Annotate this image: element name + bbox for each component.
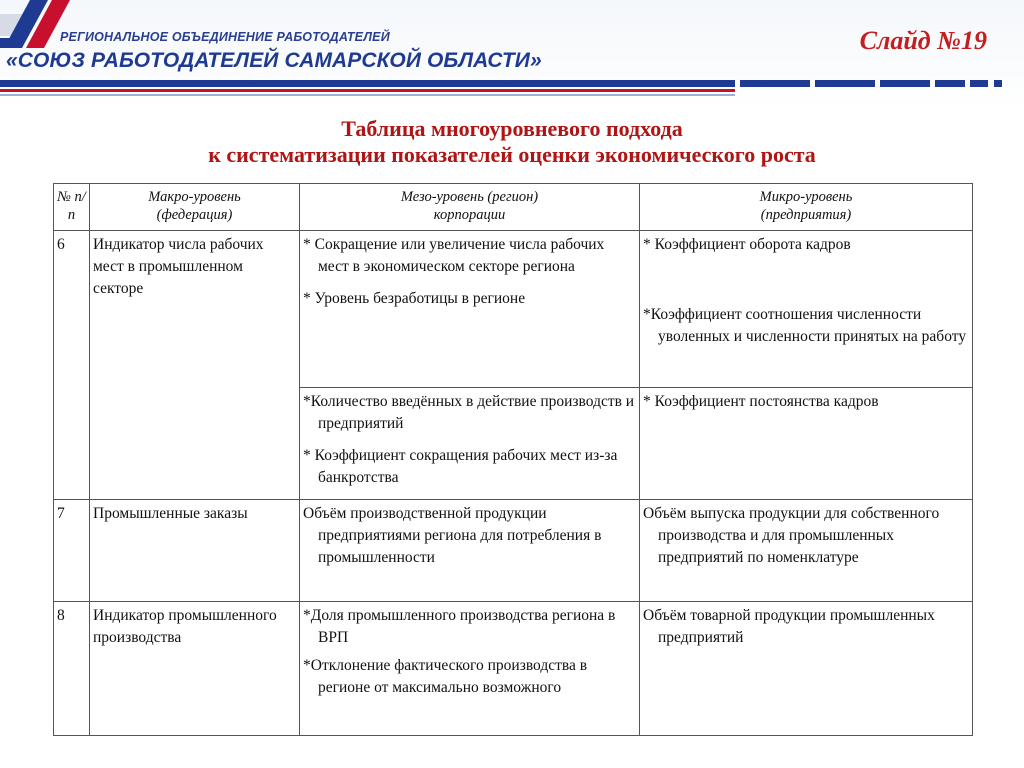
- row-macro: Промышленные заказы: [90, 500, 300, 602]
- header-num: № п/п: [54, 184, 90, 231]
- header-macro-line1: Макро-уровень: [148, 189, 241, 205]
- page-title: [0, 116, 1024, 168]
- table-row: [54, 231, 973, 388]
- header-meso-line1: Мезо-уровень (регион): [400, 189, 539, 205]
- meso-item: * Сокращение или увеличение числа рабочих мест в экономическом секторе региона: [303, 236, 605, 275]
- header-micro: [640, 184, 973, 231]
- header-macro-line2: (федерация): [156, 207, 233, 223]
- row-meso: [300, 388, 640, 500]
- meso-item: Объём производственной продукции предприятиями региона для потребления в промышленности: [303, 505, 602, 566]
- org-name: «СОЮЗ РАБОТОДАТЕЛЕЙ САМАРСКОЙ ОБЛАСТИ»: [6, 49, 542, 72]
- row-micro: [640, 602, 973, 736]
- row-macro: Индикатор промышленного производства: [90, 602, 300, 736]
- header-meso: [300, 184, 640, 231]
- row-num: 7: [54, 500, 90, 602]
- org-subtitle: РЕГИОНАЛЬНОЕ ОБЪЕДИНЕНИЕ РАБОТОДАТЕЛЕЙ: [60, 30, 390, 44]
- table-row: [54, 500, 973, 602]
- micro-item: *Коэффициент соотношения численности уволенных и численности принятых на работу: [643, 306, 967, 345]
- meso-item: *Количество введённых в действие производств и предприятий: [303, 393, 635, 432]
- micro-item: Объём товарной продукции промышленных предприятий: [643, 607, 935, 646]
- indicators-table: [53, 183, 973, 736]
- row-num: 8: [54, 602, 90, 736]
- header-meso-line2: корпорации: [433, 207, 506, 223]
- row-meso: [300, 602, 640, 736]
- row-macro: Индикатор числа рабочих мест в промышленном секторе: [90, 231, 300, 500]
- header-macro: [90, 184, 300, 231]
- row-num: 6: [54, 231, 90, 500]
- row-micro: [640, 231, 973, 388]
- micro-item: * Коэффициент оборота кадров: [643, 236, 851, 253]
- row-micro: [640, 388, 973, 500]
- table-row: [54, 602, 973, 736]
- title-line-2: к систематизации показателей оценки экономического роста: [208, 142, 816, 167]
- row-meso: [300, 231, 640, 388]
- header-micro-line2: (предприятия): [760, 207, 852, 223]
- header-stripes: [0, 78, 1024, 118]
- meso-item: *Отклонение фактического производства в регионе от максимально возможного: [303, 657, 588, 696]
- row-micro: [640, 500, 973, 602]
- meso-item: * Уровень безработицы в регионе: [303, 290, 526, 307]
- header-micro-line1: Микро-уровень: [759, 189, 853, 205]
- row-meso: [300, 500, 640, 602]
- meso-item: *Доля промышленного производства региона в ВРП: [303, 607, 616, 646]
- micro-item: Объём выпуска продукции для собственного производства и для промышленных предприятий по номенклатуре: [643, 505, 940, 566]
- slide-number: Слайд №19: [859, 26, 987, 55]
- header: [0, 0, 1024, 120]
- micro-item: * Коэффициент постоянства кадров: [643, 393, 879, 410]
- title-line-1: Таблица многоуровневого подхода: [341, 116, 683, 141]
- table-header-row: [54, 184, 973, 231]
- meso-item: * Коэффициент сокращения рабочих мест из-за банкротства: [303, 447, 618, 486]
